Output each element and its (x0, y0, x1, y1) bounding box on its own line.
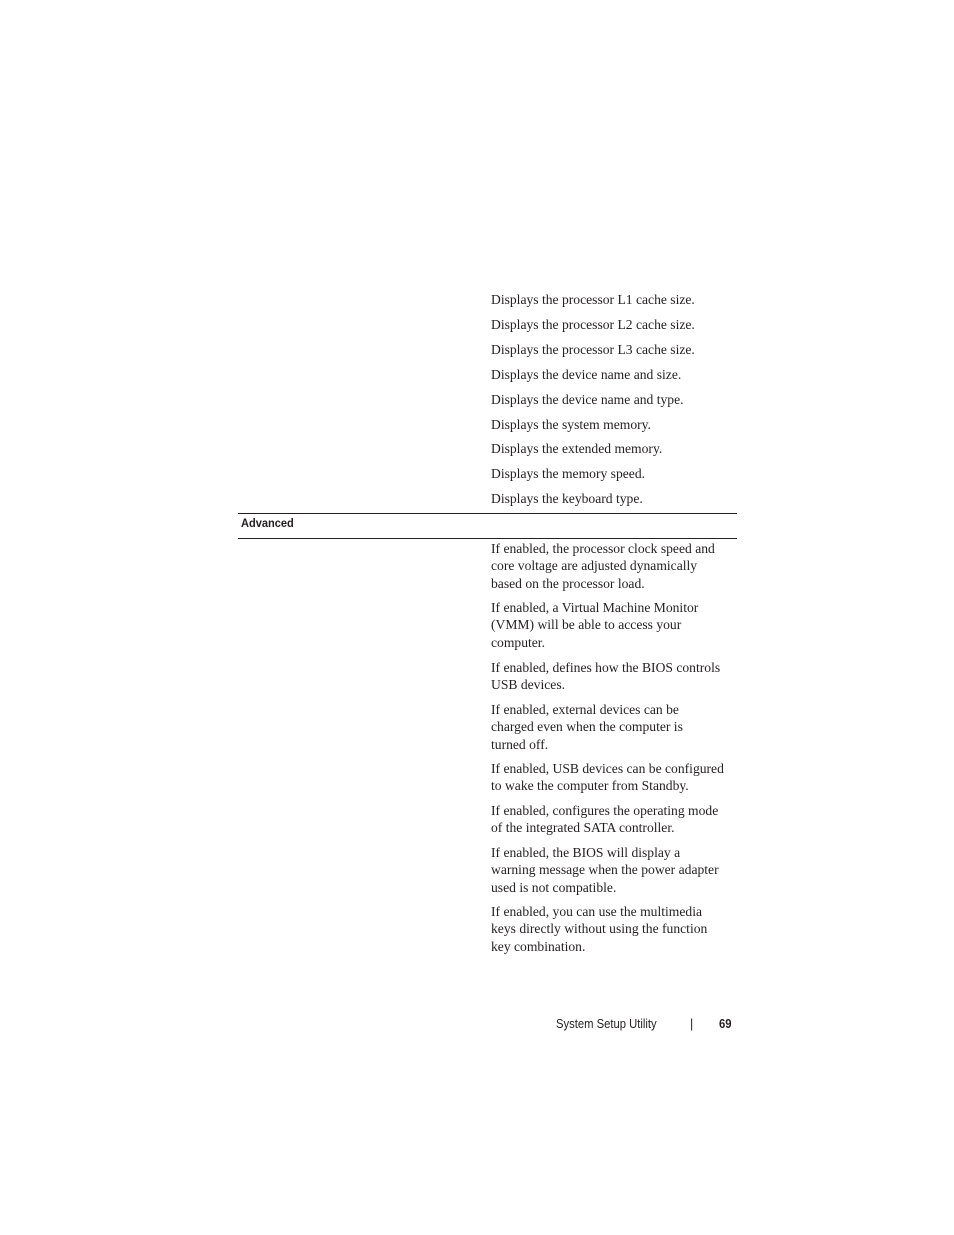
info-device-type-desc: Displays the device name and type. (491, 392, 684, 407)
info-extended-memory-desc: Displays the extended memory. (491, 441, 663, 456)
footer-title: System Setup Utility (556, 1017, 657, 1031)
advanced-usb-powershare-desc: If enabled, external devices can be charged even when the computer is turned off. (491, 702, 683, 752)
section-top-rule (238, 513, 737, 514)
advanced-sata-mode-desc: If enabled, configures the operating mode of the integrated SATA controller. (491, 803, 719, 836)
info-keyboard-type-desc: Displays the keyboard type. (491, 491, 643, 506)
advanced-function-key-desc: If enabled, you can use the multimedia keys directly without using the function key combination. (491, 904, 708, 954)
info-system-memory-desc: Displays the system memory. (491, 417, 651, 432)
info-l2-cache-desc: Displays the processor L2 cache size. (491, 317, 695, 332)
advanced-usb-wake-desc: If enabled, USB devices can be configured to wake the computer from Standby. (491, 761, 724, 794)
section-bottom-rule (238, 538, 737, 539)
advanced-speedstep-desc: If enabled, the processor clock speed and core voltage are adjusted dynamically based on the processor load. (491, 541, 715, 591)
info-l1-cache-desc: Displays the processor L1 cache size. (491, 292, 695, 307)
info-device-size-desc: Displays the device name and size. (491, 367, 682, 382)
info-l3-cache-desc: Displays the processor L3 cache size. (491, 342, 695, 357)
advanced-virtualization-desc: If enabled, a Virtual Machine Monitor (VMM) will be able to access your computer. (491, 600, 699, 650)
section-title-advanced: Advanced (241, 516, 294, 530)
advanced-usb-emulation-desc: If enabled, defines how the BIOS controls USB devices. (491, 660, 721, 693)
advanced-adapter-warning-desc: If enabled, the BIOS will display a warning message when the power adapter used is not compatible. (491, 845, 719, 895)
page-number: 69 (719, 1017, 732, 1031)
footer-separator: | (690, 1017, 694, 1031)
info-memory-speed-desc: Displays the memory speed. (491, 466, 646, 481)
